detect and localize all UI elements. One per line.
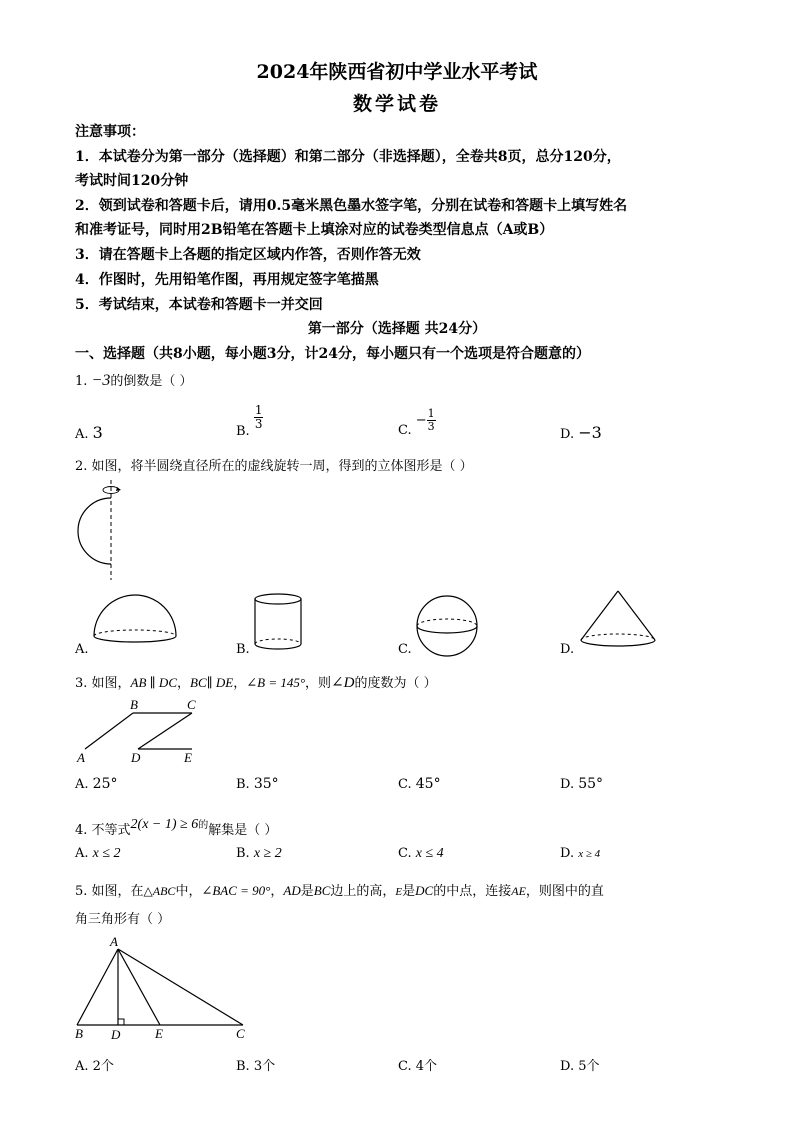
q4-option-d[interactable]: D. x ≥ 4 (560, 846, 601, 861)
note-line-7: 5．考试结束，本试卷和答题卡一并交回 (75, 297, 323, 313)
q5-label-d: D (111, 1027, 121, 1042)
q5-option-c[interactable]: C. 4个 (398, 1059, 438, 1074)
q2-option-c-label[interactable]: C. (398, 642, 412, 657)
q2-stem: 2. 如图，将半圆绕直径所在的虚线旋转一周，得到的立体图形是（ ） (75, 459, 473, 474)
q3-option-a[interactable]: A. 25° (75, 776, 118, 792)
q4-option-b[interactable]: B. x ≥ 2 (236, 846, 282, 861)
q2-rotation-figure (70, 478, 130, 583)
q5-label-c: C (236, 1026, 245, 1041)
note-line-1: 1．本试卷分为第一部分（选择题）和第二部分（非选择题），全卷共8页，总分120分， (75, 149, 621, 165)
q5-stem-line-1: 5. 如图，在△ABC中，∠BAC = 90°，AD是BC边上的高，E是DC的中点，连接AE，则图中的直 (75, 883, 604, 899)
q5-stem-line-2: 角三角形有（ ） (75, 912, 171, 927)
q2-option-b-label[interactable]: B. (236, 642, 250, 657)
q1-option-a[interactable]: A. 3 (75, 423, 103, 442)
q4-stem: 4. 不等式$2(x - 1) \ge 6^的$解集是（ ） (75, 817, 278, 838)
note-line-2: 考试时间120分钟 (75, 173, 189, 189)
q2-cylinder-shape (250, 592, 306, 652)
q2-cone-shape (578, 588, 658, 650)
q4-option-c[interactable]: C. x ≤ 4 (398, 846, 444, 861)
q3-label-c: C (187, 697, 196, 712)
q1-fraction-b: $\frac{1}{3}$ (254, 403, 263, 431)
q3-option-d[interactable]: D. 55° (560, 776, 604, 792)
note-line-5: 3．请在答题卡上各题的指定区域内作答，否则作答无效 (75, 247, 421, 263)
section-heading: 一、选择题（共8小题，每小题3分，计24分，每小题只有一个选项是符合题意的） (75, 346, 590, 362)
part1-heading: 第一部分（选择题 共24分） (307, 321, 487, 337)
q2-sphere-shape (414, 593, 480, 659)
q5-option-b[interactable]: B. 3个 (236, 1059, 276, 1074)
q5-label-a: A (110, 934, 118, 949)
q1-option-c[interactable]: C. − $\frac{1}{3}$ (398, 407, 435, 438)
q3-stem: 3. 如图，AB ∥ DC，BC∥ DE，∠B = 145°，则∠D的度数为（ ） (75, 675, 437, 691)
q3-label-e: E (184, 750, 192, 765)
q2-option-a-label[interactable]: A. (75, 642, 89, 657)
notes-heading: 注意事项： (75, 124, 145, 140)
q3-option-b[interactable]: B. 35° (236, 776, 279, 792)
q5-option-a[interactable]: A. 2个 (75, 1059, 114, 1074)
q1-stem: 1. −3的倒数是（ ） (75, 372, 193, 389)
note-line-3: 2．领到试卷和答题卡后，请用0.5毫米黑色墨水签字笔，分别在试卷和答题卡上填写姓名 (75, 198, 628, 214)
q5-label-e: E (155, 1026, 163, 1041)
exam-subtitle: 数学试卷 (352, 93, 441, 115)
q2-hemisphere-shape (90, 592, 180, 644)
q3-label-d: D (131, 750, 141, 765)
q5-triangle-figure (75, 946, 250, 1028)
q3-label-b: B (130, 697, 138, 712)
q5-label-b: B (75, 1026, 83, 1041)
q2-option-d-label[interactable]: D. (560, 642, 575, 657)
q5-option-d[interactable]: D. 5个 (560, 1059, 600, 1074)
q4-option-a[interactable]: A. x ≤ 2 (75, 846, 121, 861)
q3-label-a: A (77, 750, 85, 765)
q1-option-d[interactable]: D. −3 (560, 423, 602, 442)
note-line-6: 4．作图时，先用铅笔作图，再用规定签字笔描黑 (75, 272, 379, 288)
exam-title: 2024年陕西省初中学业水平考试 (256, 61, 538, 83)
q1-fraction-c: $\frac{1}{3}$ (427, 407, 435, 433)
q3-option-c[interactable]: C. 45° (398, 776, 441, 792)
note-line-4: 和准考证号，同时用2B铅笔在答题卡上填涂对应的试卷类型信息点（A或B） (75, 222, 554, 238)
q1-option-b[interactable]: B. $\frac{1}{3}$ (236, 403, 263, 439)
